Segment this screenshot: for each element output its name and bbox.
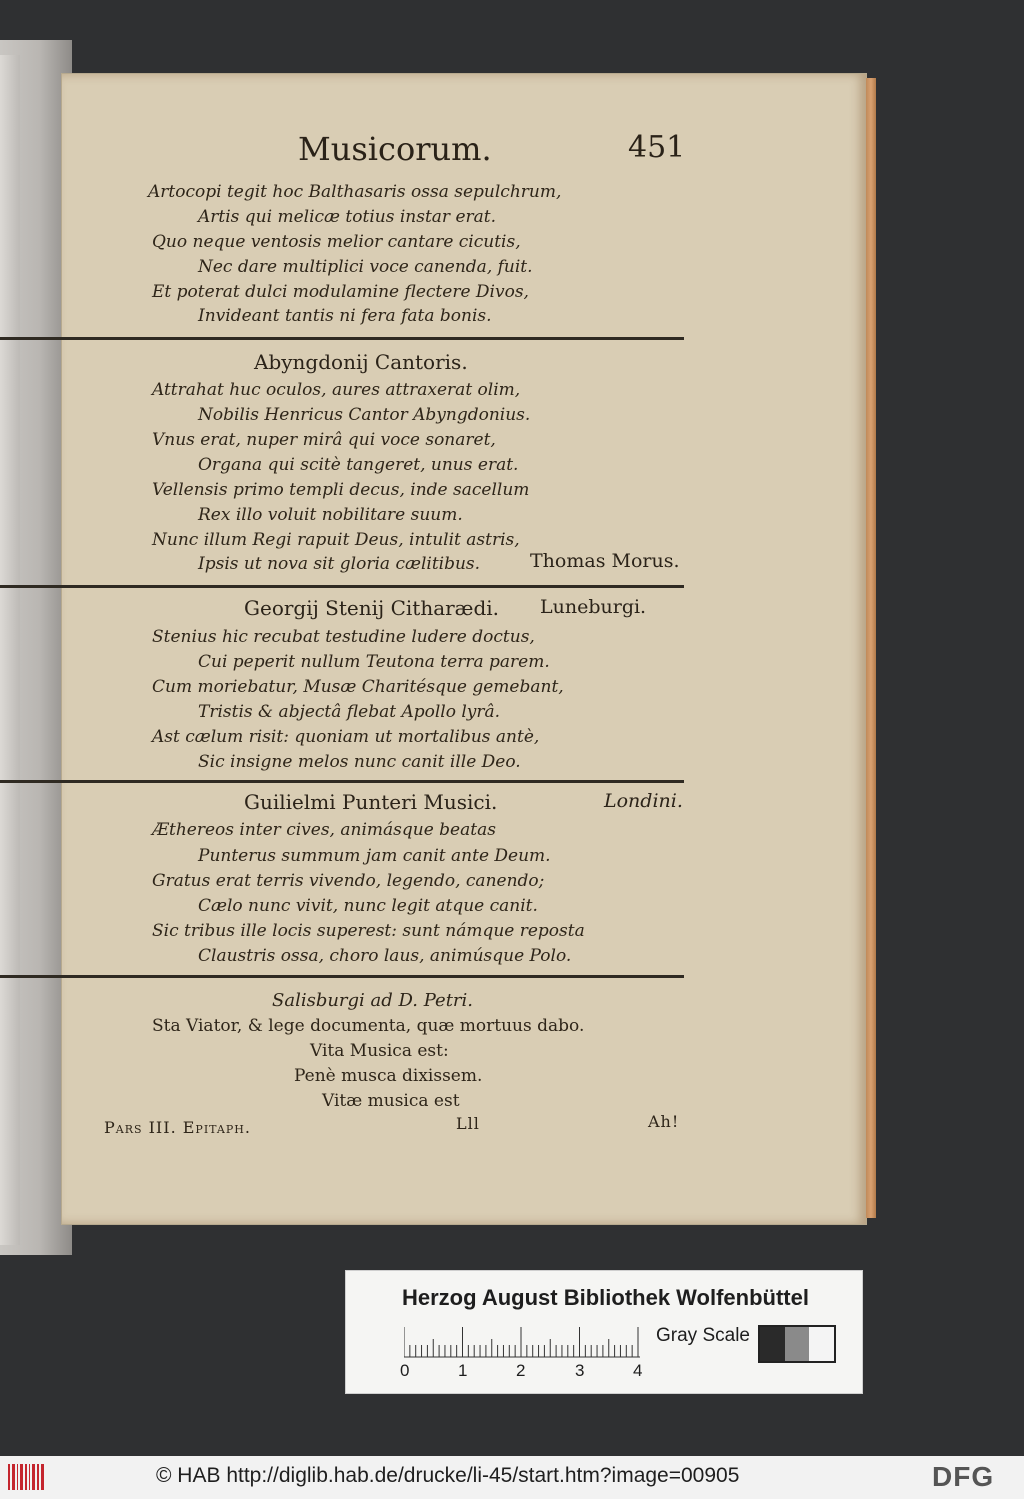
verse-line: Artocopi tegit hoc Balthasaris ossa sepulchrum, [148, 182, 562, 202]
ruler-number: 4 [633, 1361, 643, 1380]
section-divider [0, 780, 684, 783]
verse-line: Claustris ossa, choro laus, animúsque Polo. [198, 946, 572, 966]
verse-line: Sic insigne melos nunc canit ille Deo. [198, 752, 521, 772]
scale-ruler [404, 1327, 644, 1359]
verse-line: Penè musca dixissem. [294, 1066, 483, 1086]
epitaph-location: Luneburgi. [540, 596, 647, 618]
epitaph-title: Georgij Stenij Citharædi. [244, 596, 500, 620]
verse-line: Attrahat huc oculos, aures attraxerat olim, [152, 380, 521, 400]
ruler-number: 3 [575, 1361, 585, 1380]
ruler-number: 2 [516, 1361, 526, 1380]
verse-line: Ast cælum risit: quoniam ut mortalibus antè, [152, 727, 540, 747]
verse-line: Rex illo voluit nobilitare suum. [198, 505, 463, 525]
verse-line: Vita Musica est: [310, 1041, 449, 1061]
gray-scale-label: Gray Scale [656, 1325, 750, 1346]
verse-line: Cui peperit nullum Teutona terra parem. [198, 652, 550, 672]
library-color-target [346, 1271, 862, 1393]
epitaph-title: Abyngdonij Cantoris. [254, 350, 468, 374]
verse-line: Sic tribus ille locis superest: sunt námque reposta [152, 921, 585, 941]
verse-line: Artis qui melicæ totius instar erat. [198, 207, 497, 227]
verse-line: Ipsis ut nova sit gloria cælitibus. [198, 554, 481, 574]
verse-line: Invideant tantis ni fera fata bonis. [198, 306, 492, 326]
page-number: 451 [628, 130, 686, 165]
verse-line: Stenius hic recubat testudine ludere doctus, [152, 627, 535, 647]
page-header-title: Musicorum. [298, 130, 492, 168]
page-edge [866, 78, 876, 1218]
verse-line: Organa qui scitè tangeret, unus erat. [198, 455, 519, 475]
swatch-mid [785, 1327, 810, 1361]
verse-line: Punterus summum jam canit ante Deum. [198, 846, 551, 866]
verse-line: Quo neque ventosis melior cantare cicutis, [152, 232, 521, 252]
verse-line: Æthereos inter cives, animásque beatas [152, 820, 496, 840]
gray-scale-swatches [758, 1325, 836, 1363]
dfg-logo: DFG [932, 1461, 995, 1492]
epitaph-location: Salisburgi ad D. Petri. [272, 990, 474, 1011]
curled-page-edge [0, 55, 20, 1245]
ruler-number: 0 [400, 1361, 410, 1380]
verse-line: Vnus erat, nuper mirâ qui voce sonaret, [152, 430, 496, 450]
verse-line: Sta Viator, & lege documenta, quæ mortuus dabo. [152, 1016, 585, 1036]
image-credit-link[interactable]: © HAB http://diglib.hab.de/drucke/li-45/start.htm?image=00905 [156, 1464, 740, 1487]
epitaph-author: Thomas Morus. [530, 550, 680, 572]
verse-line: Nunc illum Regi rapuit Deus, intulit astris, [152, 530, 520, 550]
ruler-number: 1 [458, 1361, 468, 1380]
section-divider [0, 585, 684, 588]
epitaph-location: Londini. [604, 790, 683, 812]
footer-running-title: Pars III. Epitaph. [104, 1118, 251, 1137]
swatch-dark [760, 1327, 785, 1361]
verse-line: Gratus erat terris vivendo, legendo, canendo; [152, 871, 545, 891]
verse-line: Vitæ musica est [322, 1091, 460, 1111]
verse-line: Cælo nunc vivit, nunc legit atque canit. [198, 896, 538, 916]
footer-signature: Lll [456, 1114, 480, 1133]
verse-line: Cum moriebatur, Musæ Charitésque gemebant, [152, 677, 564, 697]
verse-line: Nobilis Henricus Cantor Abyngdonius. [198, 405, 531, 425]
verse-line: Vellensis primo templi decus, inde sacellum [152, 480, 530, 500]
swatch-light [809, 1327, 834, 1361]
barcode-icon [8, 1464, 48, 1490]
bottom-bar [0, 1456, 1024, 1499]
library-name: Herzog August Bibliothek Wolfenbüttel [402, 1285, 809, 1310]
section-divider [0, 975, 684, 978]
verse-line: Et poterat dulci modulamine flectere Divos, [152, 282, 529, 302]
footer-catchword: Ah! [648, 1112, 680, 1131]
verse-line: Nec dare multiplici voce canenda, fuit. [198, 257, 533, 277]
epitaph-title: Guilielmi Punteri Musici. [244, 790, 498, 814]
verse-line: Tristis & abjectâ flebat Apollo lyrâ. [198, 702, 501, 722]
section-divider [0, 337, 684, 340]
